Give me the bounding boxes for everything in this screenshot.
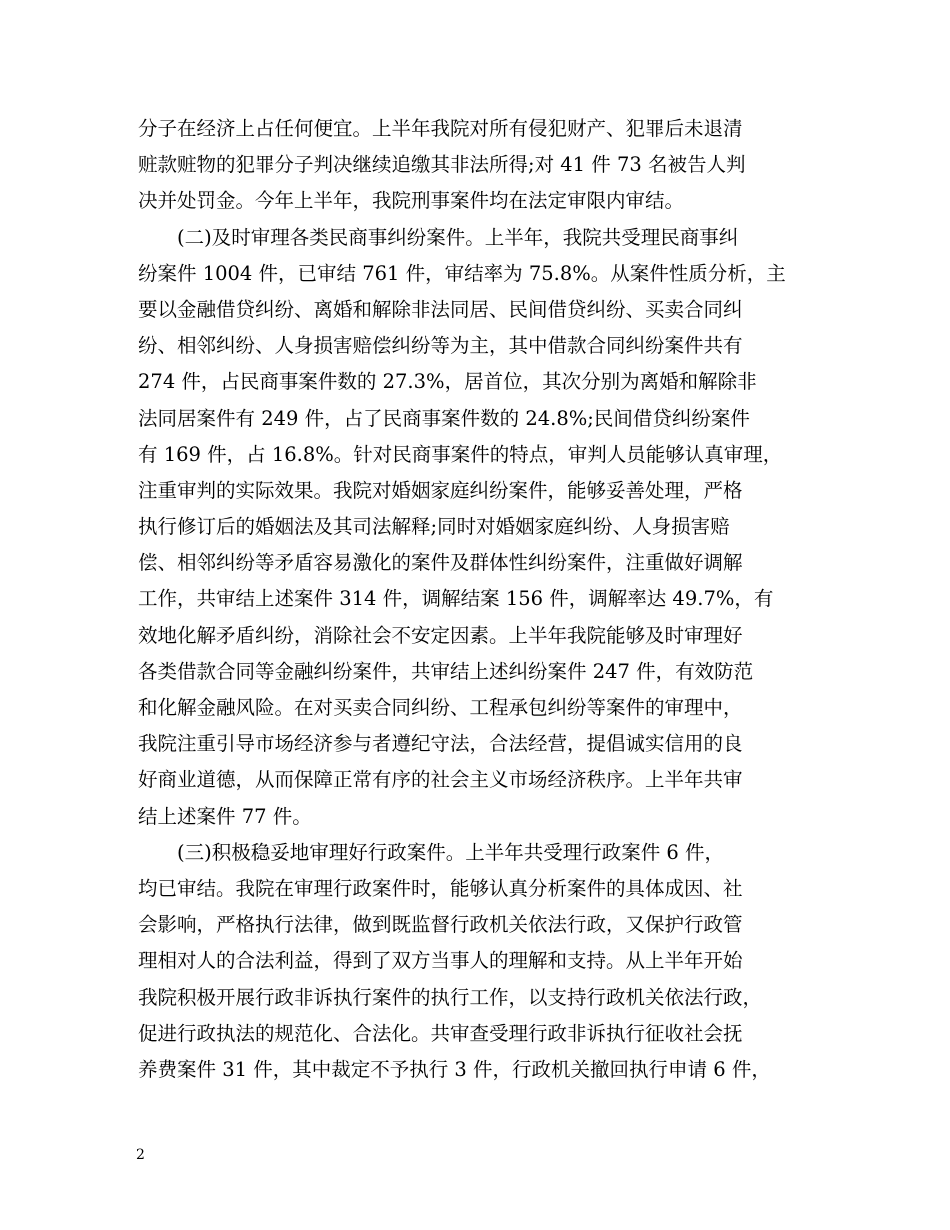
text-line: 偿、相邻纠纷等矛盾容易激化的案件及群体性纠纷案件，注重做好调解 <box>138 551 743 575</box>
text-line: 促进行政执法的规范化、合法化。共审查受理行政非诉执行征收社会抚 <box>138 1021 743 1045</box>
text-line: 纷、相邻纠纷、人身损害赔偿纠纷等为主，其中借款合同纠纷案件共有 <box>138 334 743 358</box>
text-line: 好商业道德，从而保障正常有序的社会主义市场经济秩序。上半年共审 <box>138 768 743 792</box>
text-line: 养费案件 31 件，其中裁定不予执行 3 件，行政机关撤回执行申请 6 件， <box>138 1057 771 1081</box>
text-line: (三)积极稳妥地审理好行政案件。上半年共受理行政案件 6 件， <box>138 840 725 864</box>
text-line: 效地化解矛盾纠纷，消除社会不安定因素。上半年我院能够及时审理好 <box>138 623 743 647</box>
text-line: 我院注重引导市场经济参与者遵纪守法，合法经营，提倡诚实信用的良 <box>138 732 743 756</box>
page-number: 2 <box>136 1147 145 1163</box>
text-line: (二)及时审理各类民商事纠纷案件。上半年，我院共受理民商事纠 <box>138 225 739 249</box>
text-line: 注重审判的实际效果。我院对婚姻家庭纠纷案件，能够妥善处理，严格 <box>138 478 743 502</box>
text-line: 会影响，严格执行法律，做到既监督行政机关依法行政，又保护行政管 <box>138 913 743 937</box>
text-line: 结上述案件 77 件。 <box>138 804 312 828</box>
body-text <box>138 111 822 1088</box>
text-line: 有 169 件，占 16.8%。针对民商事案件的特点，审判人员能够认真审理， <box>138 442 783 466</box>
text-line: 我院积极开展行政非诉执行案件的执行工作，以支持行政机关依法行政， <box>138 985 763 1009</box>
text-line: 执行修订后的婚姻法及其司法解释;同时对婚姻家庭纠纷、人身损害赔 <box>138 515 730 539</box>
text-line: 均已审结。我院在审理行政案件时，能够认真分析案件的具体成因、社 <box>138 876 743 900</box>
text-line: 理相对人的合法利益，得到了双方当事人的理解和支持。从上半年开始 <box>138 949 743 973</box>
text-line: 要以金融借贷纠纷、离婚和解除非法同居、民间借贷纠纷、买卖合同纠 <box>138 297 743 321</box>
text-line: 各类借款合同等金融纠纷案件，共审结上述纠纷案件 247 件，有效防范 <box>138 659 754 683</box>
text-line: 分子在经济上占任何便宜。上半年我院对所有侵犯财产、犯罪后未退清 <box>138 117 743 140</box>
text-line: 纷案件 1004 件，已审结 761 件，审结率为 75.8%。从案件性质分析，主 <box>138 261 786 285</box>
text-line: 和化解金融风险。在对买卖合同纠纷、工程承包纠纷等案件的审理中， <box>138 696 743 719</box>
text-line: 工作，共审结上述案件 314 件，调解结案 156 件，调解率达 49.7%，有 <box>138 587 774 611</box>
text-line: 法同居案件有 249 件，占了民商事案件数的 24.8%;民间借贷纠纷案件 <box>138 406 750 430</box>
text-line: 决并处罚金。今年上半年，我院刑事案件均在法定审限内审结。 <box>138 189 685 213</box>
text-line: 赃款赃物的犯罪分子判决继续追缴其非法所得;对 41 件 73 名被告人判 <box>138 153 746 177</box>
text-line: 274 件，占民商事案件数的 27.3%，居首位，其次分别为离婚和解除非 <box>138 370 757 394</box>
